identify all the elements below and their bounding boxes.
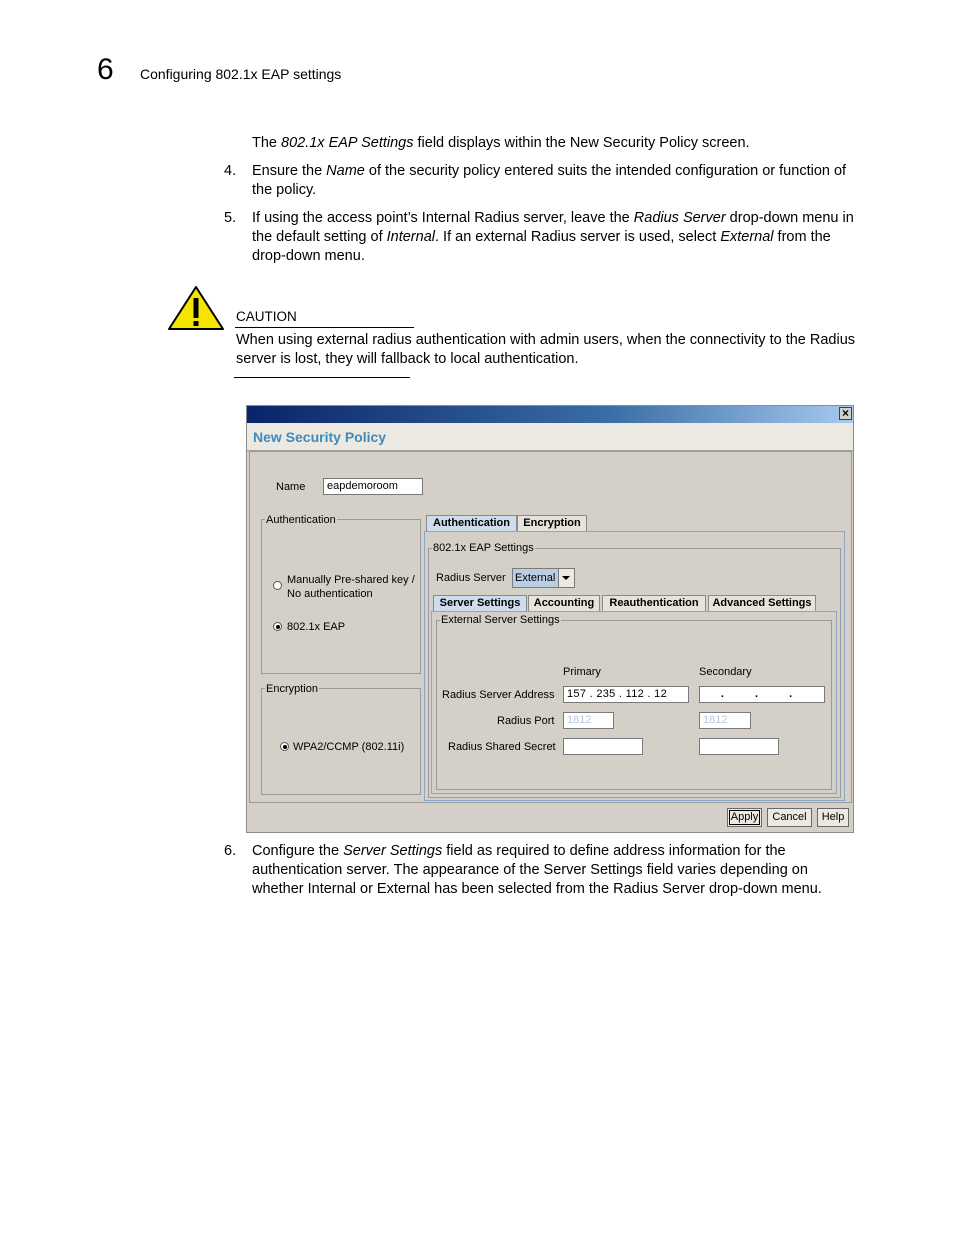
step-4-part: of the security policy entered suits the intended configuration or function of — [364, 163, 847, 179]
authentication-group-label: Authentication — [266, 514, 336, 526]
cancel-button[interactable]: Cancel — [767, 808, 812, 827]
step-6-part: Configure the — [252, 843, 344, 859]
authentication-tab-panel — [424, 531, 845, 801]
step-6-line: whether Internal or External has been selected from the Radius Server drop-down menu. — [252, 881, 822, 897]
subtab-reauthentication[interactable]: Reauthentication — [602, 595, 706, 611]
encryption-group-label: Encryption — [266, 683, 318, 695]
step-4-part: Ensure the — [252, 163, 327, 179]
external-server-settings-group — [436, 620, 832, 790]
name-label: Name — [276, 481, 306, 493]
eap-settings-label: 802.1x EAP Settings — [433, 542, 534, 554]
radius-server-dropdown[interactable] — [512, 568, 575, 588]
running-header-title: Configuring 802.1x EAP settings — [140, 66, 342, 82]
subtab-server-settings[interactable]: Server Settings — [433, 595, 527, 611]
caution-text — [236, 331, 876, 369]
secondary-shared-secret-input[interactable] — [699, 738, 779, 755]
primary-column-header: Primary — [563, 666, 601, 678]
dropdown-arrow-button[interactable] — [558, 569, 574, 587]
radio-8021x-eap[interactable] — [273, 622, 282, 631]
step-5-line: drop-down menu. — [252, 248, 365, 264]
secondary-server-address-input[interactable]: . . . — [699, 686, 825, 703]
subtab-accounting[interactable]: Accounting — [528, 595, 600, 611]
name-input[interactable]: eapdemoroom — [323, 478, 423, 495]
caution-divider-bottom — [234, 377, 410, 378]
chevron-down-icon — [559, 569, 574, 587]
external-server-settings-label: External Server Settings — [441, 614, 560, 626]
step-5-part: If using the access point’s Internal Radius server, leave the — [252, 210, 634, 226]
tab-authentication[interactable]: Authentication — [426, 515, 517, 531]
step-5-emphasis: Internal — [386, 229, 435, 245]
apply-button[interactable]: Apply — [727, 808, 762, 827]
step-5-part: . If an external Radius server is used, select — [435, 229, 721, 245]
step-6-emphasis: Server Settings — [343, 843, 443, 859]
secondary-column-header: Secondary — [699, 666, 752, 678]
step-4-number: 4. — [224, 163, 237, 179]
radius-port-label: Radius Port — [497, 715, 555, 727]
step-4-text — [252, 162, 882, 200]
tab-encryption[interactable]: Encryption — [517, 515, 587, 531]
wpa2-ccmp-label: WPA2/CCMP (802.11i) — [293, 741, 405, 753]
step-4-emphasis: Name — [326, 163, 365, 179]
window-header — [247, 423, 853, 451]
new-security-policy-window — [246, 405, 854, 833]
step-6-line: authentication server. The appearance of the Server Settings field varies depending on — [252, 862, 808, 878]
radius-server-value: External — [515, 572, 556, 584]
step-5-number: 5. — [224, 210, 237, 226]
help-button[interactable]: Help — [817, 808, 849, 827]
radius-server-address-label: Radius Server Address — [442, 689, 555, 701]
step-5-part: from the — [773, 229, 831, 245]
window-title: New Security Policy — [253, 429, 387, 445]
caution-divider-top — [235, 327, 414, 328]
step-5-part: drop-down menu in — [725, 210, 854, 226]
intro-paragraph — [252, 134, 750, 153]
8021x-eap-label: 802.1x EAP — [287, 621, 346, 633]
caution-label: CAUTION — [236, 309, 297, 324]
step-5-emphasis: Radius Server — [633, 210, 726, 226]
step-4-line: the policy. — [252, 182, 317, 198]
primary-server-address-input[interactable]: 157 . 235 . 112 . 12 — [563, 686, 689, 703]
primary-radius-port-input[interactable]: 1812 — [563, 712, 614, 729]
caution-line: server is lost, they will fallback to local authentication. — [236, 351, 579, 367]
step-5-emphasis: External — [720, 229, 774, 245]
content-panel — [249, 451, 852, 803]
window-titlebar — [247, 406, 853, 423]
step-5-text — [252, 209, 882, 266]
preshared-key-label — [287, 573, 415, 601]
intro-text-end: field displays within the New Security Policy screen. — [413, 135, 750, 151]
subtab-advanced-settings[interactable]: Advanced Settings — [708, 595, 816, 611]
intro-text: The — [252, 135, 282, 151]
radius-shared-secret-label: Radius Shared Secret — [448, 741, 556, 753]
caution-line: When using external radius authentication with admin users, when the connectivity to the Radius — [236, 332, 856, 348]
primary-shared-secret-input[interactable] — [563, 738, 643, 755]
intro-emphasis: 802.1x EAP Settings — [281, 135, 414, 151]
preshared-key-line: Manually Pre-shared key / — [287, 574, 415, 586]
caution-warning-icon — [167, 285, 225, 331]
step-6-part: field as required to define address information for the — [442, 843, 786, 859]
server-settings-panel — [431, 611, 837, 794]
step-5-part: the default setting of — [252, 229, 387, 245]
radio-wpa2-ccmp[interactable] — [280, 742, 289, 751]
radius-server-label: Radius Server — [436, 572, 506, 584]
radio-preshared-key[interactable] — [273, 581, 282, 590]
step-6-number: 6. — [224, 843, 237, 859]
step-6-text — [252, 842, 882, 899]
secondary-radius-port-input[interactable]: 1812 — [699, 712, 751, 729]
close-button[interactable]: × — [839, 407, 852, 420]
chapter-number: 6 — [97, 53, 114, 86]
preshared-key-line: No authentication — [287, 588, 373, 600]
